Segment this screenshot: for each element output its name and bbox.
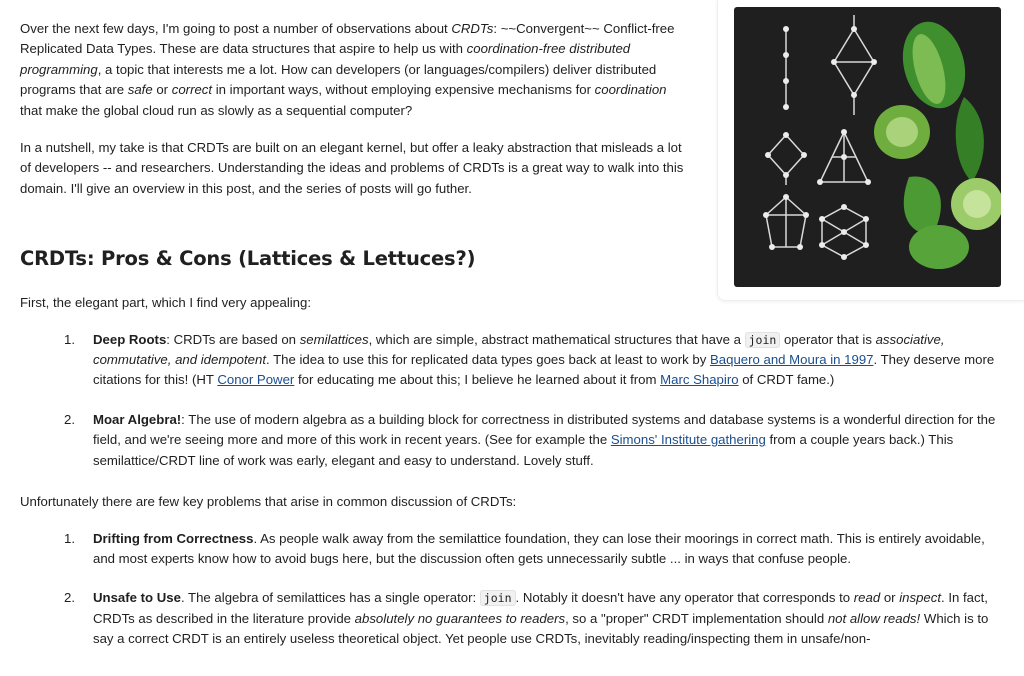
- list-number: 1.: [64, 331, 75, 347]
- list-number: 1.: [64, 530, 75, 546]
- cons-list: [20, 529, 1000, 650]
- emphasis-no-guarantees: absolutely no guarantees to readers: [354, 610, 566, 626]
- list-item: [20, 330, 1000, 391]
- list-item: [20, 529, 1000, 570]
- item-title: Deep Roots: [93, 331, 167, 347]
- text-span: , so a "proper" CRDT implementation should: [565, 610, 828, 626]
- code-join: join: [480, 590, 516, 606]
- text-span: or: [152, 82, 172, 98]
- list-item: [20, 588, 1000, 649]
- text-span: . In fact, CRDTs as described in the literature provide: [93, 590, 988, 626]
- text-span: Over the next few days, I'm going to post a number of observations about: [20, 21, 452, 36]
- list-number: 2.: [64, 590, 75, 606]
- emphasis-aci: associative, commutative, and idempotent: [93, 331, 945, 368]
- text-span: operator that is: [780, 331, 876, 347]
- text-span: : The use of modern algebra as a building block for correctness in distributed systems and database systems is a wonderful direction for the field, and we're seeing more and more of this work in recent years. (See for example the: [93, 411, 996, 448]
- intro-paragraph-2: In a nutshell, my take is that CRDTs are built on an elegant kernel, but offer a leaky abstraction that misleads a lot of developers -- and researchers. Understanding the ideas and problems of CRDTs is a great way to walk into this domain. I'll give an overview in this post, and the series of posts will go futher.: [20, 140, 684, 196]
- section-heading: CRDTs: Pros & Cons (Lattices & Lettuces?): [20, 247, 476, 271]
- list-item: [20, 410, 1000, 471]
- item-title: Moar Algebra!: [93, 411, 182, 427]
- text-span: , a topic that interests me a lot. How can developers (or languages/compilers) deliver distributed programs that are: [20, 61, 657, 98]
- text-span: . As people walk away from the semilattice foundation, they can lose their moorings in correct math. This is entirely avoidable, and most experts know how to avoid bugs here, but the discussion often gets unnecessarily subtle ... in ways that confuse people.: [93, 530, 985, 566]
- link-conor-power[interactable]: Conor Power: [217, 372, 295, 388]
- emphasis-read: read: [853, 590, 881, 606]
- cons-lead: Unfortunately there are few key problems that arise in common discussion of CRDTs:: [20, 494, 517, 510]
- emphasis-semilattices: semilattices: [299, 331, 369, 347]
- text-span: Which is to say a correct CRDT is an entirely useless theoretical object. Yet people use CRDTs, inevitably reading/inspecting them in unsafe/non-: [93, 610, 989, 647]
- pros-list: [20, 330, 1000, 471]
- text-span: . The algebra of semilattices has a single operator:: [180, 590, 480, 606]
- pros-lead: First, the elegant part, which I find very appealing:: [20, 295, 312, 311]
- text-span: from a couple years back.) This semilattice/CRDT line of work was early, elegant and easy to understand. Lovely stuff.: [93, 432, 954, 468]
- item-title: Unsafe to Use: [93, 590, 181, 606]
- text-span: : CRDTs are based on: [166, 331, 300, 347]
- text-span: : ~~Convergent~~ Conflict-free Replicated Data Types. These are data structures that aspire to help us with: [20, 21, 675, 57]
- link-baquero-moura[interactable]: Baquero and Moura in 1997: [709, 352, 874, 368]
- text-span: that make the global cloud run as slowly as a sequential computer?: [20, 102, 413, 118]
- link-marc-shapiro[interactable]: Marc Shapiro: [660, 372, 739, 388]
- lattices-and-lettuces-illustration: [734, 7, 1001, 287]
- code-join: join: [745, 332, 781, 348]
- list-number: 2.: [64, 411, 75, 427]
- text-span: in important ways, without employing expensive mechanisms for: [212, 82, 595, 98]
- emphasis-not-allow-reads: not allow reads!: [827, 610, 921, 626]
- emphasis-coordination-free: coordination-free distributed programming: [20, 41, 631, 77]
- text-span: . They deserve more citations for this! (HT: [93, 352, 995, 388]
- emphasis-coordination: coordination: [594, 82, 667, 98]
- intro-paragraph-1: [20, 19, 690, 121]
- emphasis-safe: safe: [127, 82, 153, 98]
- text-span: . The idea to use this for replicated data types goes back at least to work by: [266, 352, 710, 368]
- text-span: , which are simple, abstract mathematical structures that have a: [368, 331, 745, 347]
- emphasis-inspect: inspect: [899, 590, 942, 606]
- illustration-card: [717, 0, 1024, 301]
- text-span: or: [880, 590, 900, 606]
- link-simons-institute[interactable]: Simons' Institute gathering: [610, 432, 766, 448]
- emphasis-correct: correct: [171, 82, 213, 98]
- item-title: Drifting from Correctness: [93, 530, 254, 546]
- text-span: of CRDT fame.): [738, 372, 835, 388]
- text-span: for educating me about this; I believe he learned about it from: [294, 372, 661, 388]
- text-span: . Notably it doesn't have any operator that corresponds to: [515, 590, 854, 606]
- emphasis-crdts: CRDTs: [451, 21, 494, 36]
